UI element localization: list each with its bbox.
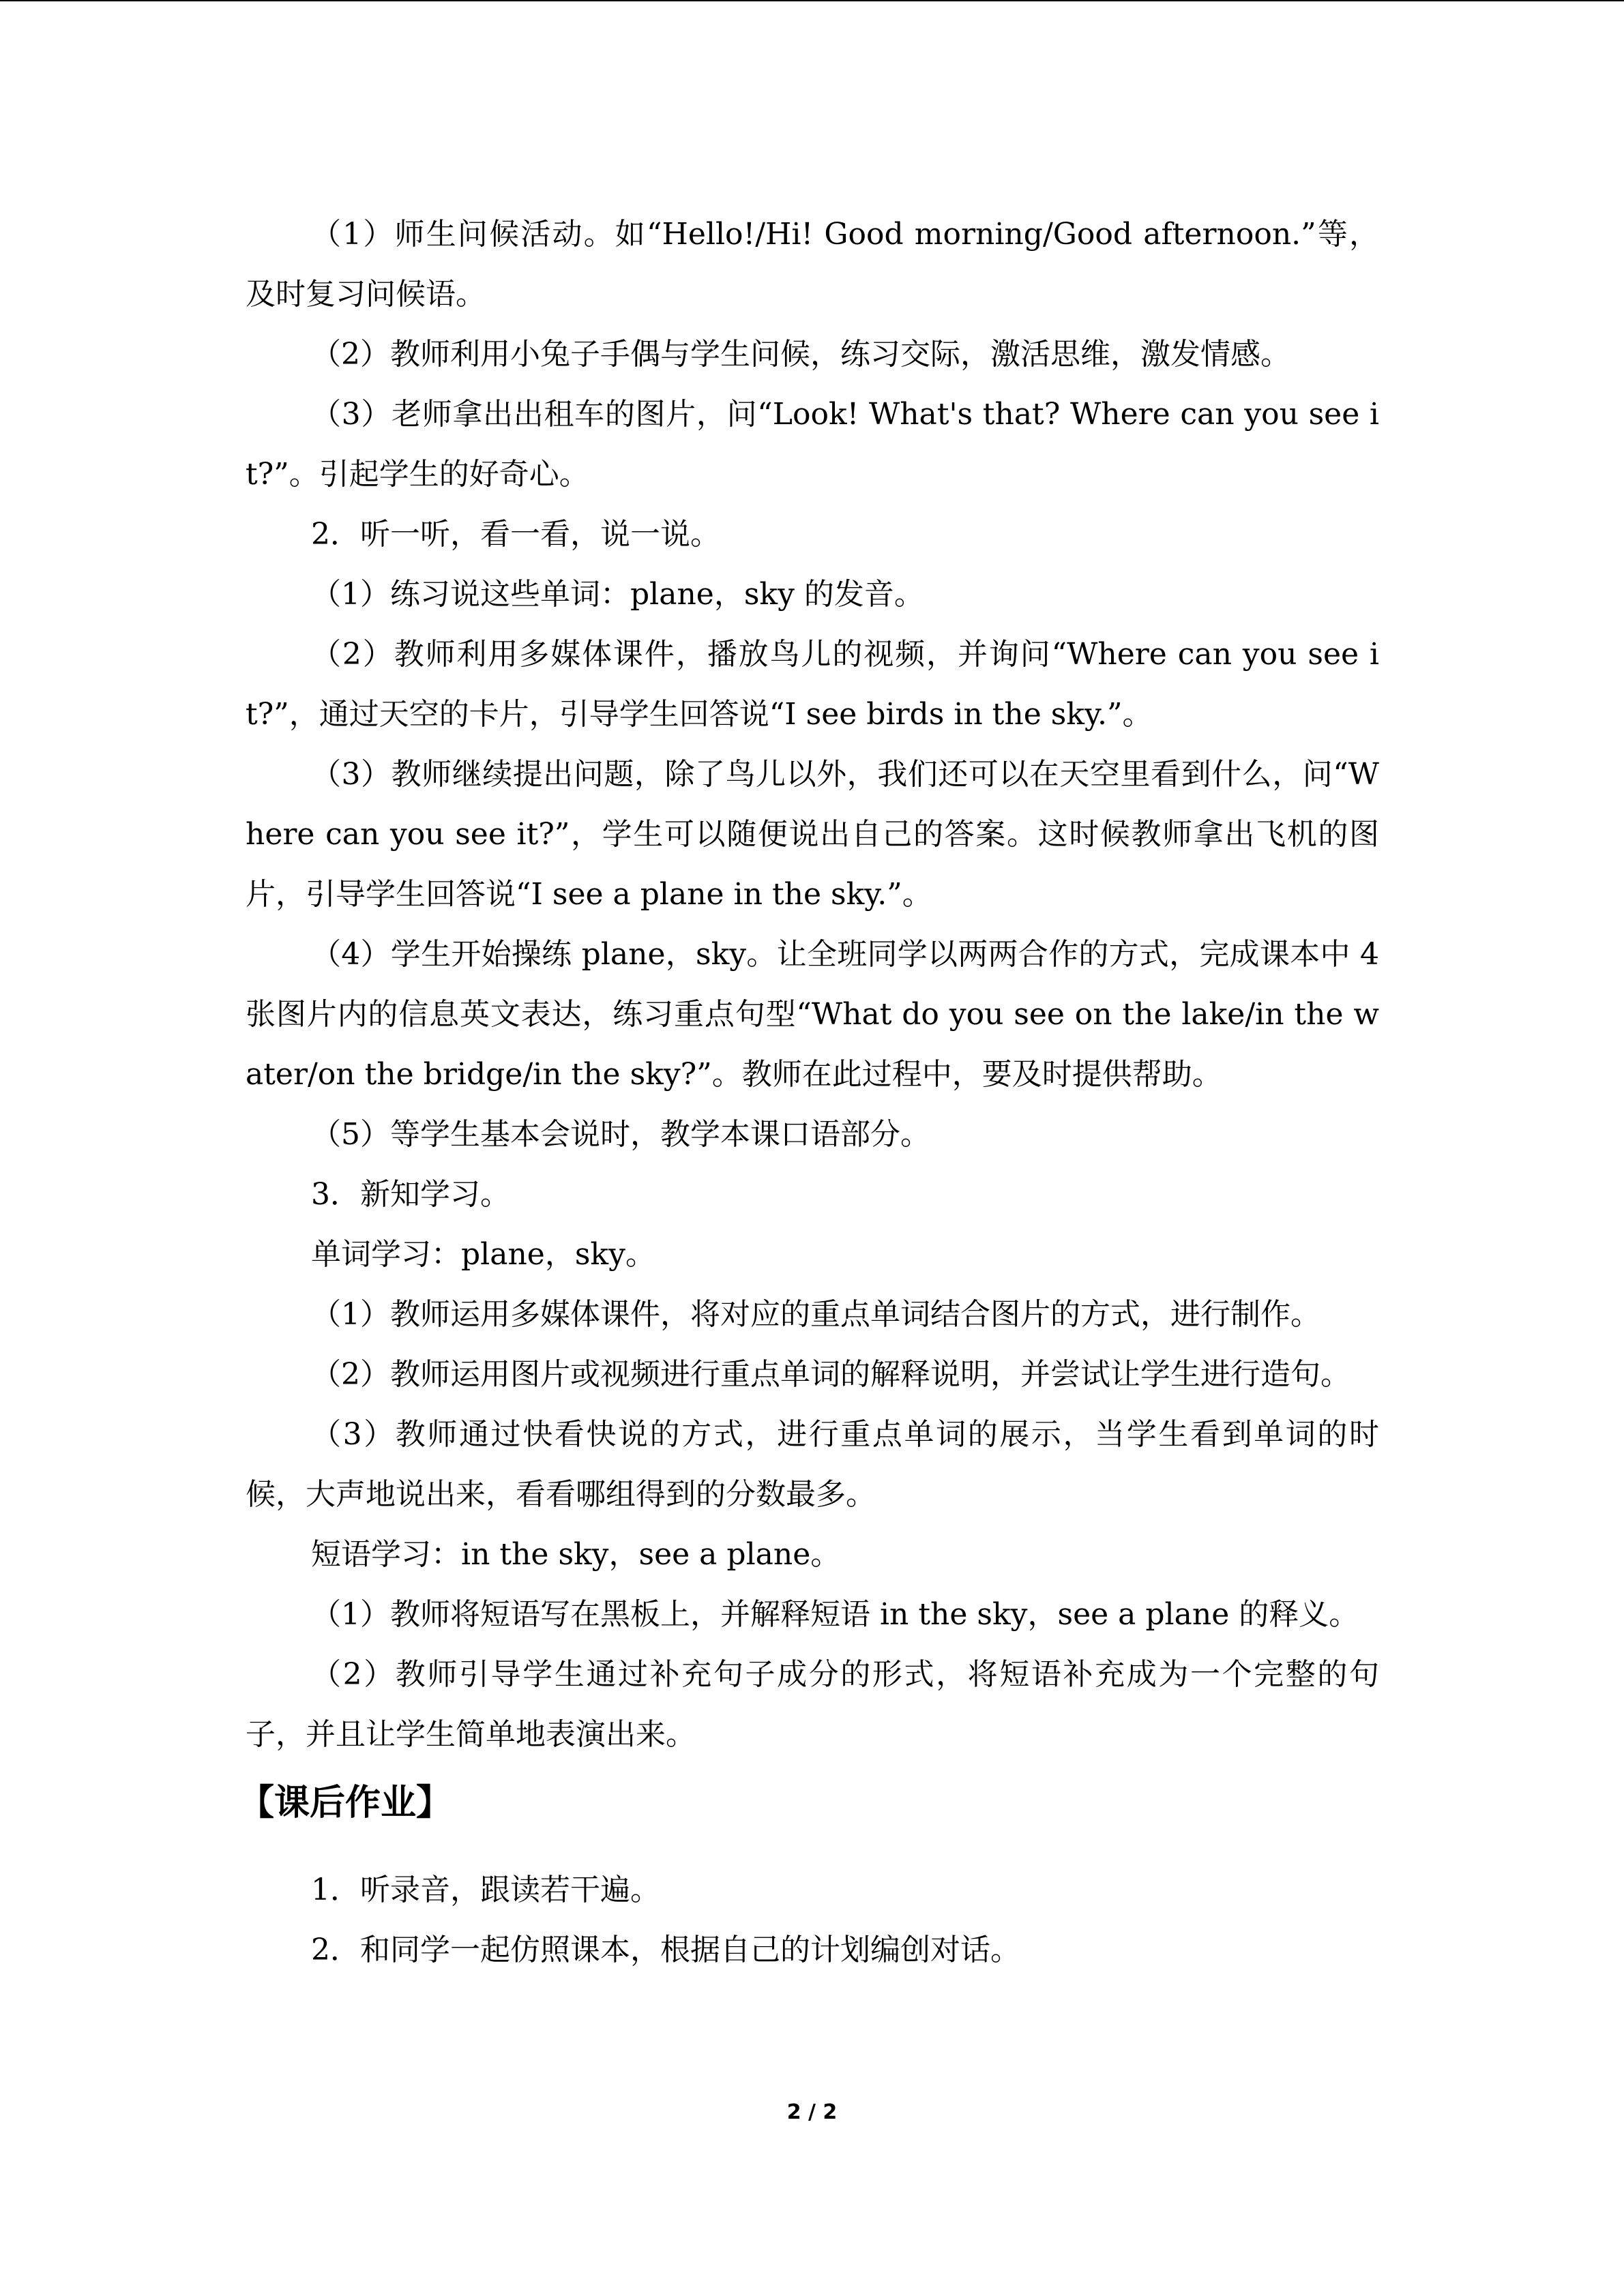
homework-heading: 【课后作业】 xyxy=(239,1783,452,1823)
page-number: 2 / 2 xyxy=(786,2100,838,2124)
homework-item-1: 1．听录音，跟读若干遍。 xyxy=(311,1873,660,1907)
paragraph-blackboard-phrases: （1）教师将短语写在黑板上，并解释短语 in the sky，see a plane 的释义。 xyxy=(311,1597,1359,1632)
homework-item-2: 2．和同学一起仿照课本，根据自己的计划编创对话。 xyxy=(311,1933,1020,1967)
document-body xyxy=(239,205,1379,1980)
paragraph-multimedia-words: （1）教师运用多媒体课件，将对应的重点单词结合图片的方式，进行制作。 xyxy=(311,1297,1320,1332)
subsection-phrase-learning: 短语学习：in the sky，see a plane。 xyxy=(311,1537,841,1572)
paragraph-birds-video: （2）教师利用多媒体课件，播放鸟儿的视频，并询问“Where can you see it?”，通过天空的卡片，引导学生回答说“I see birds in the sky.”。 xyxy=(246,637,1379,732)
paragraph-taxi: （3）老师拿出出租车的图片，问“Look! What's that? Where can you see it?”。引起学生的好奇心。 xyxy=(246,397,1379,492)
section-listen-look-say: 2．听一听，看一看，说一说。 xyxy=(311,517,720,552)
paragraph-pronunciation: （1）练习说这些单词：plane，sky 的发音。 xyxy=(311,577,924,612)
paragraph-quick-look: （3）教师通过快看快说的方式，进行重点单词的展示，当学生看到单词的时候，大声地说出来，看看哪组得到的分数最多。 xyxy=(246,1417,1379,1512)
paragraph-puppet: （2）教师利用小兔子手偶与学生问候，练习交际，激活思维，激发情感。 xyxy=(311,337,1290,372)
paragraph-oral-part: （5）等学生基本会说时，教学本课口语部分。 xyxy=(311,1117,930,1152)
subsection-word-learning: 单词学习：plane，sky。 xyxy=(311,1237,655,1272)
top-border-line xyxy=(0,0,1624,1)
paragraph-pair-practice: （4）学生开始操练 plane，sky。让全班同学以两两合作的方式，完成课本中 4 张图片内的信息英文表达，练习重点句型“What do you see on the lake/in the water/on the bridge/in the sky?”。教师在此过程中，要及时提供帮助。 xyxy=(246,937,1379,1092)
paragraph-plane-question: （3）教师继续提出问题，除了鸟儿以外，我们还可以在天空里看到什么，问“Where can you see it?”，学生可以随便说出自己的答案。这时候教师拿出飞机的图片，引导学生回答说“I see a plane in the sky.”。 xyxy=(246,757,1379,912)
section-new-knowledge: 3．新知学习。 xyxy=(311,1177,510,1212)
paragraph-word-explanation: （2）教师运用图片或视频进行重点单词的解释说明，并尝试让学生进行造句。 xyxy=(311,1357,1350,1392)
paragraph-greeting: （1）师生问候活动。如“Hello!/Hi! Good morning/Good afternoon.”等，及时复习问候语。 xyxy=(246,217,1379,312)
paragraph-complete-sentences: （2）教师引导学生通过补充句子成分的形式，将短语补充成为一个完整的句子，并且让学生简单地表演出来。 xyxy=(246,1657,1379,1752)
